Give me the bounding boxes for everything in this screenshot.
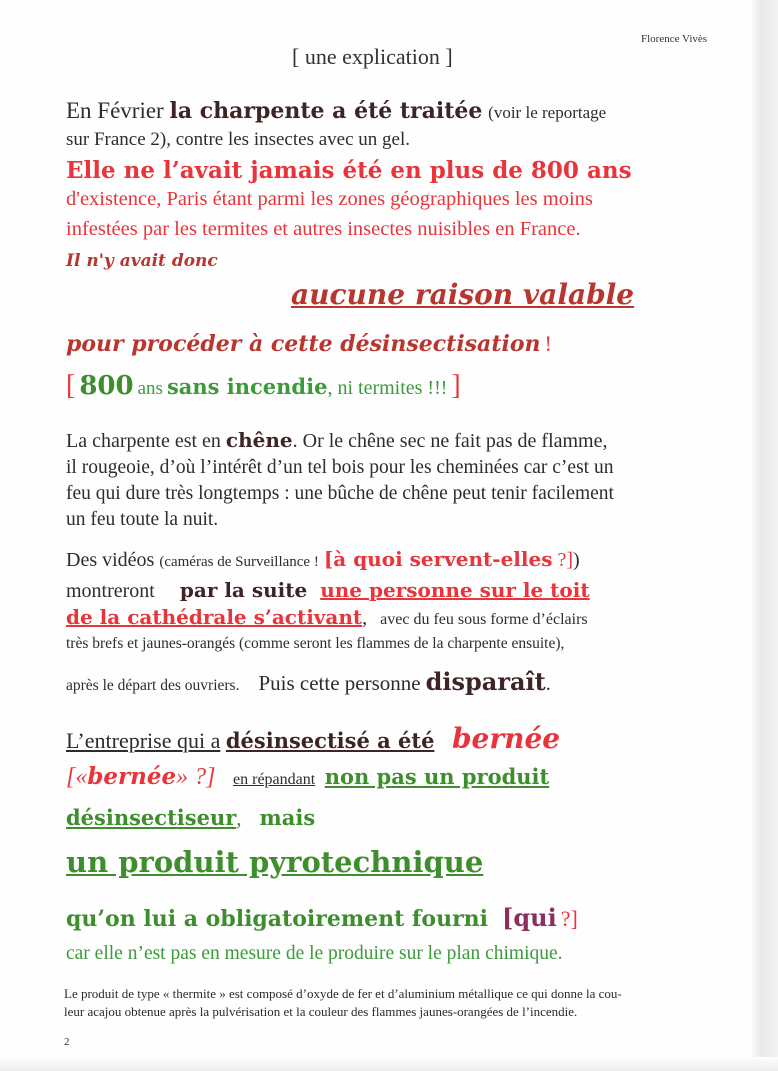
- para4-line: [66, 370, 461, 402]
- text-avec-du-feu: avec du feu sous forme d’éclairs: [380, 611, 588, 628]
- page-number: 2: [64, 1036, 70, 1048]
- text-paren-close: ): [573, 549, 580, 571]
- text-ans: ans: [137, 378, 163, 399]
- para5-line4: un feu toute la nuit.: [66, 509, 219, 530]
- page-edge-shadow: [750, 0, 778, 1071]
- text-mais: mais: [259, 805, 316, 830]
- para6-line2: [66, 578, 590, 603]
- footnote-line2: leur acajou obtenue après la pulvérisation et la couleur des flammes jaunes-orangées de l’incendie.: [64, 1004, 578, 1019]
- page-title: [ une explication ]: [292, 44, 453, 69]
- text-guillemet-open: [«: [66, 764, 88, 790]
- text-comma: ,: [362, 607, 368, 629]
- text-guillemet-close: » ?]: [176, 764, 216, 790]
- para5-line1: [66, 428, 608, 453]
- text-cameras: (caméras de Surveillance !: [159, 554, 319, 570]
- text-par-la-suite: par la suite: [179, 578, 308, 602]
- text-period: .: [545, 673, 551, 695]
- para5-line2: il rougeoie, d’où l’intérêt d’un tel bois pour les cheminées car c’est un: [66, 457, 614, 478]
- text-or-chene: . Or le chêne sec ne fait pas de flamme,: [292, 430, 608, 452]
- bracket-close: ]: [451, 370, 461, 401]
- footnote-line1: Le produit de type « thermite » est composé d’oxyde de fer et d’aluminium métallique ce qui donne la cou-: [64, 986, 622, 1001]
- text-desinsectiseur: désinsectiseur: [66, 805, 237, 830]
- para7-line6: car elle n’est pas en mesure de le produire sur le plan chimique.: [66, 943, 563, 964]
- text-quon-lui-a: qu’on lui a obligatoirement fourni: [66, 906, 489, 932]
- text-comma-green: ,: [236, 806, 242, 830]
- text-qui: [qui: [502, 903, 557, 932]
- para6-line3: [66, 605, 588, 630]
- para3-line2: aucune raison valable: [291, 278, 635, 311]
- text-cathedrale: de la cathédrale s’activant: [66, 605, 363, 629]
- text-montreront: montreront: [66, 580, 155, 602]
- para7-line1: [66, 722, 560, 755]
- text-puis-personne: Puis cette personne: [258, 671, 421, 695]
- para7-line3: [66, 805, 315, 831]
- text-qui-close: ?]: [560, 906, 578, 931]
- para7-line4: un produit pyrotechnique: [66, 845, 484, 879]
- para2-line3: infestées par les termites et autres insectes nuisibles en France.: [66, 218, 581, 240]
- para2-line2: d'existence, Paris étant parmi les zones géographiques les moins: [66, 188, 593, 210]
- para7-line2: [66, 763, 549, 791]
- para7-line5: [66, 903, 578, 932]
- text-charpente-traitee: la charpente a été traitée: [169, 98, 483, 124]
- text-ni-termites: , ni termites !!!: [327, 377, 448, 399]
- text-non-pas-produit: non pas un produit: [324, 764, 550, 789]
- text-bernee-quoted: bernée: [87, 763, 177, 790]
- page-bottom-edge: [0, 1057, 778, 1071]
- text-chene: chêne: [225, 428, 293, 452]
- bracket-open: [: [66, 370, 76, 401]
- text-exclamation: !: [544, 331, 552, 356]
- text-desinsectise: désinsectisé a été: [225, 728, 435, 753]
- text-apres-depart: après le départ des ouvriers.: [66, 677, 240, 694]
- text-fevrier: En Février: [66, 98, 164, 123]
- para1-line1: [66, 98, 606, 124]
- para1-line2: sur France 2), contre les insectes avec un gel.: [66, 129, 410, 150]
- para3-line3: [66, 331, 552, 357]
- text-entreprise: L’entreprise qui a: [66, 728, 221, 753]
- para6-line4: très brefs et jaunes-orangés (comme seront les flammes de la charpente ensuite),: [66, 635, 565, 652]
- text-disparait: disparaît: [425, 667, 546, 696]
- text-bernee: bernée: [451, 722, 561, 755]
- para2-line1: Elle ne l’avait jamais été en plus de 800 ans: [66, 157, 632, 184]
- text-des-videos: Des vidéos: [66, 549, 155, 571]
- para5-line3: feu qui dure très longtemps : une bûche de chêne peut tenir facilement: [66, 483, 614, 504]
- para6-line5: [66, 667, 551, 696]
- text-voir-reportage: (voir le reportage: [488, 103, 607, 122]
- text-question-bracket: ?]: [557, 549, 574, 571]
- text-800: 800: [79, 371, 134, 401]
- para3-line1: Il n'y avait donc: [66, 251, 218, 271]
- text-en-repandant: en répandant: [233, 771, 316, 788]
- para6-line1: [66, 547, 580, 572]
- text-sans-incendie: sans incendie: [166, 374, 328, 399]
- text-a-quoi-servent: [à quoi servent-elles: [323, 547, 553, 571]
- text-charpente-est: La charpente est en: [66, 430, 221, 452]
- text-proceder: pour procéder à cette désinsectisation: [66, 331, 541, 357]
- author-name: Florence Vivès: [641, 33, 708, 45]
- text-une-personne: une personne sur le toit: [320, 578, 590, 602]
